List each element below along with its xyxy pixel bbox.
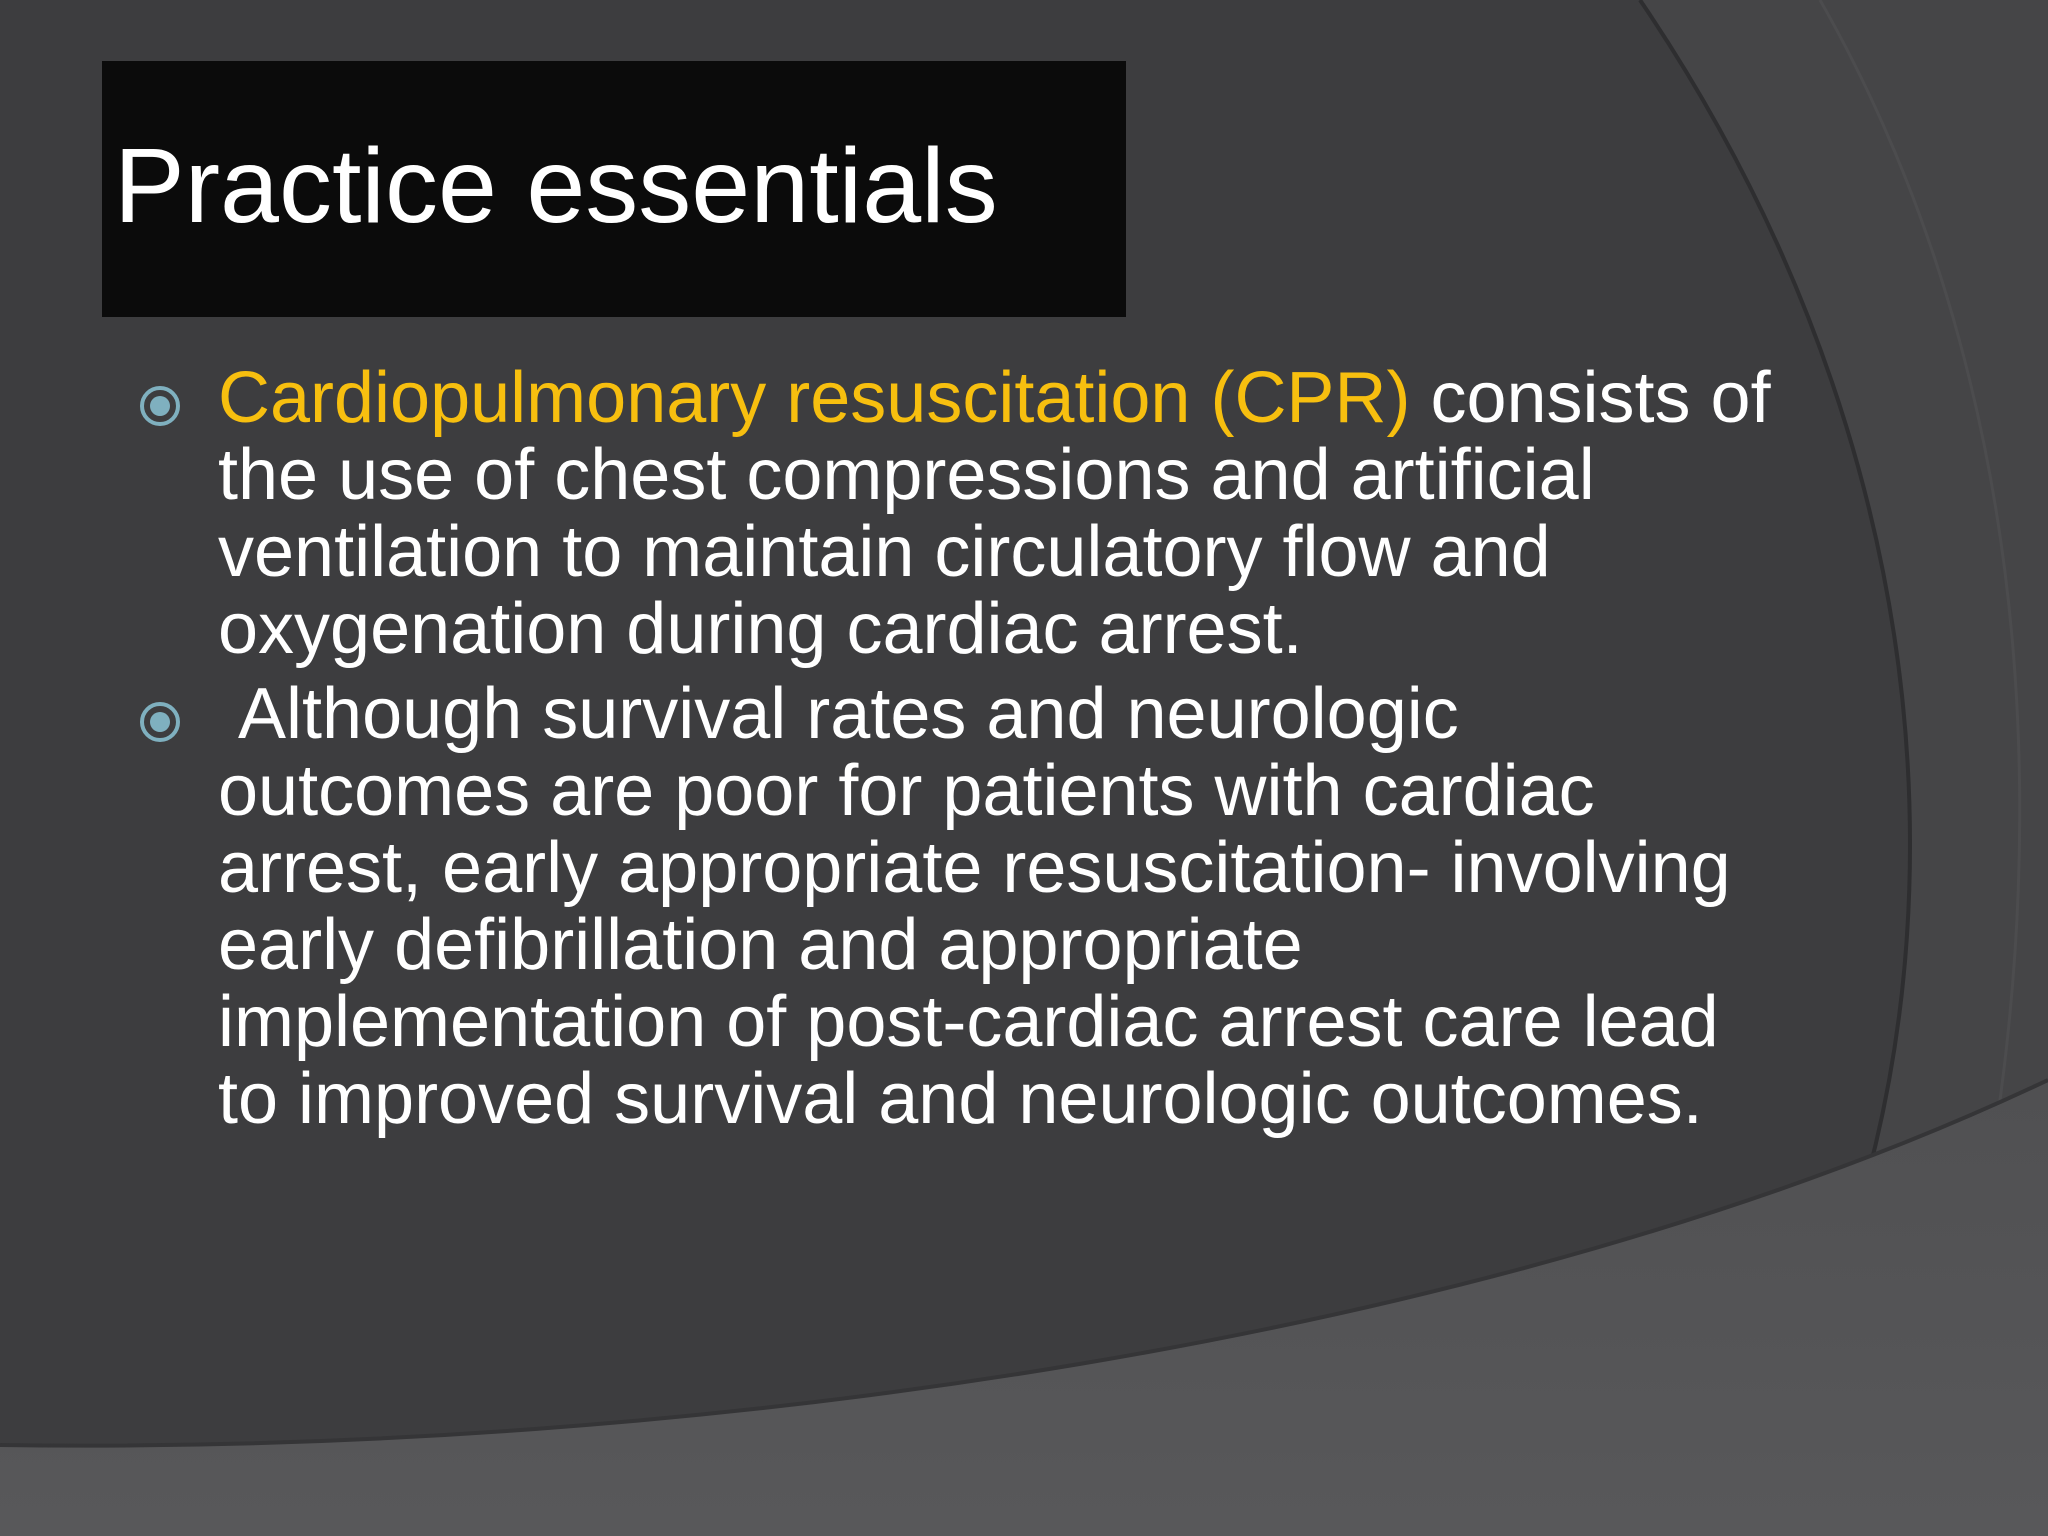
circled-dot-icon: [138, 384, 182, 428]
bullet-list: [130, 360, 1780, 1146]
bullet-item-1: [130, 360, 1780, 668]
bullet-1-text: consists of the use of chest compressions and artificial ventilation to maintain circulatory flow and oxygenation during cardiac arrest.: [218, 358, 1771, 669]
title-box: [102, 61, 1126, 317]
bullet-1-highlight: Cardiopulmonary resuscitation (CPR): [218, 358, 1411, 438]
bullet-item-2: [130, 676, 1780, 1138]
bullet-2-text: Although survival rates and neurologic outcomes are poor for patients with cardiac arrest, early appropriate resuscitation- involving early defibrillation and appropriate implementation of post-cardiac arrest care lead to improved survival and neurologic outcomes.: [218, 674, 1731, 1139]
slide-title: Practice essentials: [114, 127, 998, 245]
circled-dot-icon: [138, 700, 182, 744]
